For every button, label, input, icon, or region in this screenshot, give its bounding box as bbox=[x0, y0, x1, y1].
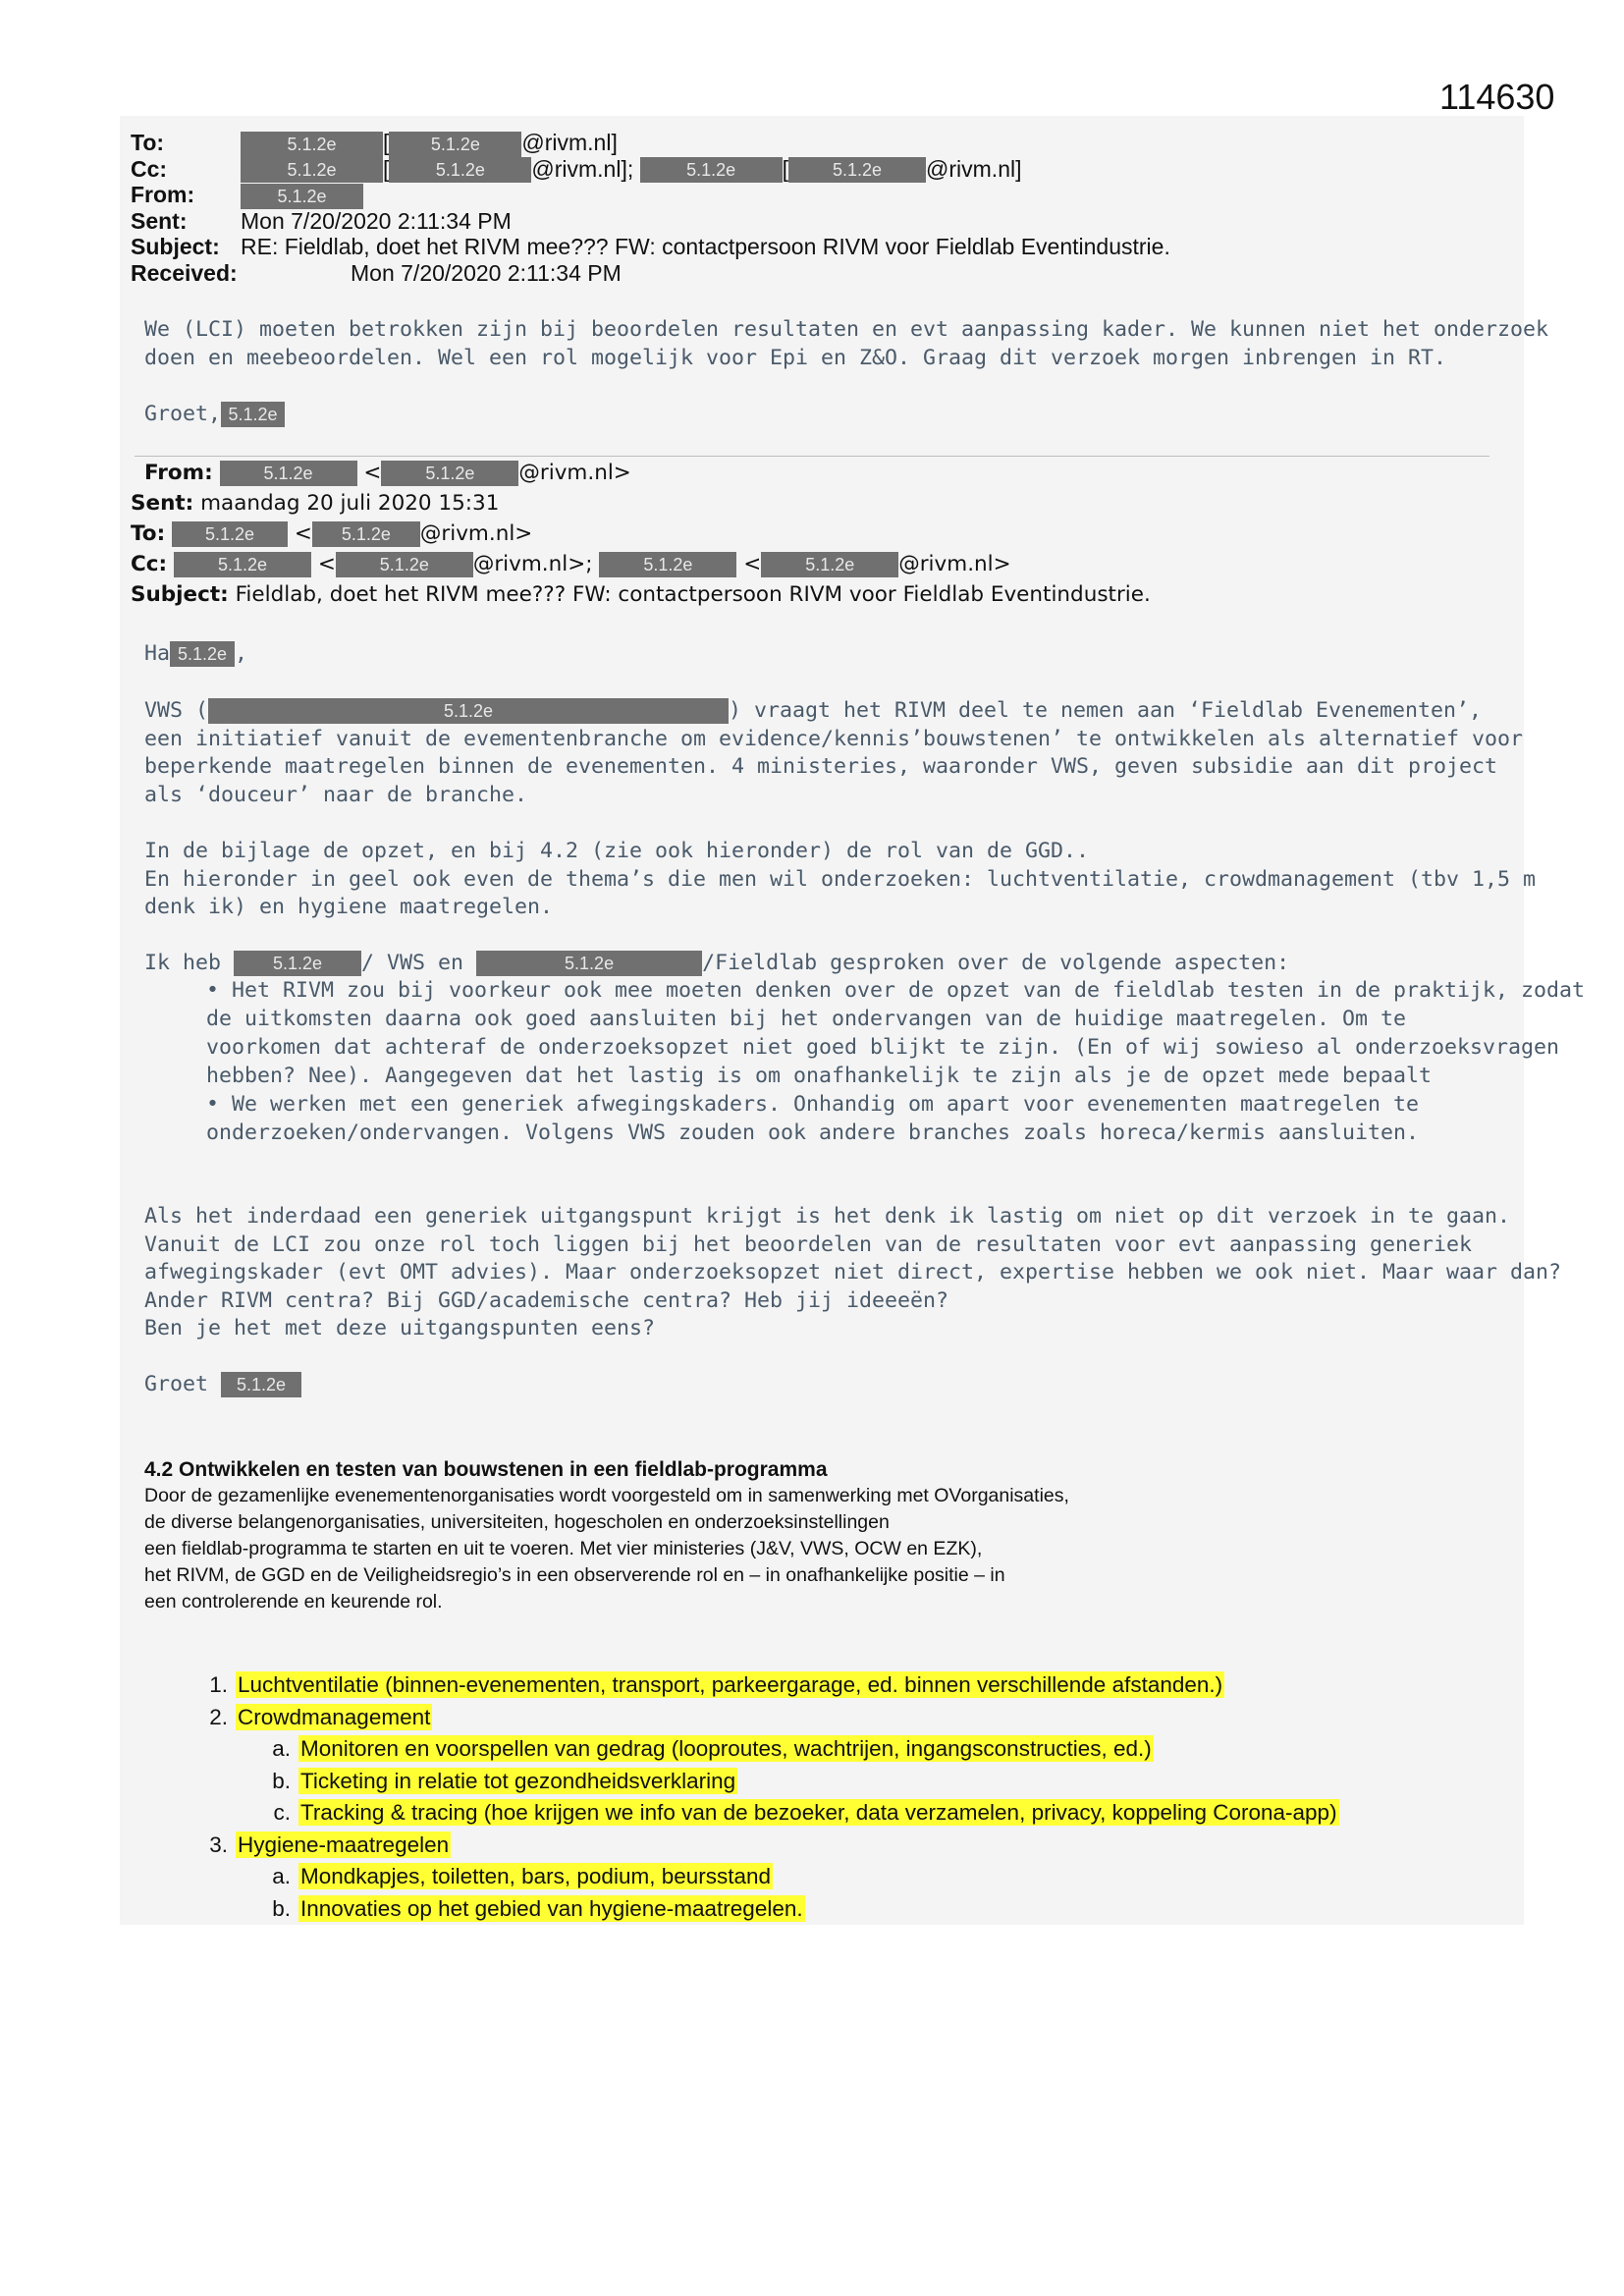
fwd-sent-value: maandag 20 juli 2020 15:31 bbox=[200, 491, 500, 516]
list-item-text: Monitoren en voorspellen van gedrag (looproutes, wachtrijen, ingangsconstructies, ed.) bbox=[300, 1736, 1152, 1761]
bullet-line: hebben? Nee). Aangegeven dat het lastig is om onafhankelijk te zijn als je de opzet mede bepaalt bbox=[206, 1064, 1433, 1088]
list-item-text: Mondkapjes, toiletten, bars, podium, beursstand bbox=[300, 1864, 772, 1888]
bullet-line: • Het RIVM zou bij voorkeur ook mee moeten denken over de opzet van de fieldlab testen in de praktijk, zodat bbox=[206, 978, 1586, 1003]
redaction: 5.1.2e bbox=[220, 461, 357, 486]
bullet-line: • We werken met een generiek afwegingskaders. Onhandig om apart voor evenementen maatregelen te bbox=[206, 1092, 1420, 1117]
received-label: Received: bbox=[131, 259, 238, 286]
document-number: 114630 bbox=[1439, 77, 1555, 117]
subject-value: RE: Fieldlab, doet het RIVM mee??? FW: contactpersoon RIVM voor Fieldlab Eventindustrie. bbox=[241, 234, 1170, 259]
bracket: [ bbox=[383, 130, 390, 155]
bullet-line: onderzoeken/ondervangen. Volgens VWS zouden ook andere branches zoals horeca/kermis aansluiten. bbox=[206, 1121, 1420, 1145]
received-value: Mon 7/20/2020 2:11:34 PM bbox=[351, 259, 622, 286]
list-item-number: b. bbox=[272, 1768, 291, 1793]
paragraph-1: VWS ( 5.1.2e ) vraagt het RIVM deel te nemen aan ‘Fieldlab Evenementen’, een initiatief vanuit de evementenbranche om evidence/kennis’bouwstenen’ te ontwikkelen als alternatief voor beperkende maatregelen binnen de evenementen. 4 ministeries, waaronder VWS, geven subsidie aan dit project als ‘douceur’ naar de branche. bbox=[144, 698, 1524, 807]
list-item-number: a. bbox=[272, 1864, 291, 1888]
list-item-text: Ticketing in relatie tot gezondheidsverklaring bbox=[300, 1768, 736, 1793]
redaction: 5.1.2e bbox=[599, 552, 736, 577]
bracket: [ bbox=[782, 155, 789, 182]
fwd-to-label: To: bbox=[131, 521, 166, 546]
closing-text: Groet bbox=[144, 1372, 209, 1396]
redaction: 5.1.2e bbox=[174, 552, 311, 577]
sent-label: Sent: bbox=[131, 207, 188, 234]
fwd-subject-label: Subject: bbox=[131, 582, 229, 607]
bullet-line: voorkomen dat achteraf de onderzoeksopzet niet goed blijkt te zijn. (En of wij sowieso al onderzoeksvragen bbox=[206, 1035, 1560, 1060]
redaction: 5.1.2e bbox=[788, 157, 926, 183]
reply-line: doen en meebeoordelen. Wel een rol mogelijk voor Epi en Z&O. Graag dit verzoek morgen inbrengen in RT. bbox=[144, 345, 1447, 370]
reply-body bbox=[144, 316, 1548, 372]
fwd-from-label: From: bbox=[144, 461, 213, 485]
fwd-sent-row bbox=[131, 488, 1151, 519]
fwd-to-row bbox=[131, 519, 1151, 549]
redaction: 5.1.2e bbox=[241, 157, 383, 183]
bullet-line: de uitkomsten daarna ook goed aansluiten bij het ondervangen van de huidige maatregelen. Om te bbox=[206, 1007, 1407, 1031]
reply-line: We (LCI) moeten betrokken zijn bij beoordelen resultaten en evt aanpassing kader. We kunnen niet het onderzoek bbox=[144, 317, 1549, 342]
bullet-list bbox=[206, 976, 1585, 1147]
section-4-2: 4.2 Ontwikkelen en testen van bouwstenen in een fieldlab-programma Door de gezamenlijke evenementenorganisaties wordt voorgesteld om in samenwerking met OVorganisaties, de diverse belangenorganisaties, universiteiten, hogescholen en onderzoeksinstellingen een fieldlab-programma te starten en uit te voeren. Met vier ministeries (J&V, VWS, OCW en EZK), het RIVM, de GGD en de Veiligheidsregio’s in een observerende rol en – in onafhankelijke positie – in een controlerende en keurende rol. bbox=[144, 1458, 1069, 1613]
redaction: 5.1.2e bbox=[389, 157, 531, 183]
redaction: 5.1.2e bbox=[221, 402, 285, 427]
list-item-text: Hygiene-maatregelen bbox=[238, 1831, 450, 1857]
redaction: 5.1.2e bbox=[241, 132, 383, 157]
paragraph-2: In de bijlage de opzet, en bij 4.2 (zie ook hieronder) de rol van de GGD.. En hieronder in geel ook even de thema’s die men wil onderzoeken: luchtventilatie, crowdmanagement (tbv 1,5 m denk ik) en hygiene maatregelen. bbox=[144, 839, 1537, 919]
angle-bracket: < bbox=[317, 552, 336, 576]
fwd-cc-row bbox=[131, 549, 1151, 579]
fwd-from-suffix: @rivm.nl> bbox=[518, 461, 631, 485]
list-item-text: Crowdmanagement bbox=[238, 1704, 431, 1729]
list-item-text: Luchtventilatie (binnen-evenementen, transport, parkeergarage, ed. binnen verschillende afstanden.) bbox=[238, 1672, 1223, 1697]
closing bbox=[144, 1371, 301, 1399]
redaction: 5.1.2e bbox=[761, 552, 898, 577]
redaction: 5.1.2e bbox=[221, 1372, 301, 1397]
fwd-to-suffix: @rivm.nl> bbox=[419, 521, 533, 546]
fwd-cc-label: Cc: bbox=[131, 552, 168, 576]
bracket: [ bbox=[383, 155, 390, 182]
redaction: 5.1.2e bbox=[640, 157, 783, 183]
fwd-subject-row bbox=[131, 579, 1151, 610]
separator-line bbox=[135, 456, 1489, 457]
redaction: 5.1.2e bbox=[170, 641, 235, 667]
redaction: 5.1.2e bbox=[208, 698, 729, 724]
salutation: Ha 5.1.2e , bbox=[144, 641, 248, 666]
cc-address-suffix: @rivm.nl] bbox=[926, 155, 1022, 182]
fwd-cc-suffix: @rivm.nl> bbox=[898, 552, 1011, 576]
from-label: From: bbox=[131, 182, 195, 207]
redaction: 5.1.2e bbox=[241, 184, 363, 209]
list-item-text: Tracking & tracing (hoe krijgen we info van de bezoeker, data verzamelen, privacy, koppeling Corona-app) bbox=[300, 1800, 1337, 1825]
fwd-sent-label: Sent: bbox=[131, 491, 194, 516]
list-item-number: 3. bbox=[209, 1831, 228, 1857]
reply-greeting bbox=[144, 401, 285, 429]
list-item-number: a. bbox=[272, 1736, 291, 1761]
angle-bracket: < bbox=[743, 552, 762, 576]
angle-bracket: < bbox=[294, 521, 312, 546]
redaction: 5.1.2e bbox=[312, 521, 420, 547]
list-item-number: b. bbox=[272, 1895, 291, 1921]
sent-value: Mon 7/20/2020 2:11:34 PM bbox=[241, 207, 512, 234]
redaction: 5.1.2e bbox=[172, 521, 288, 547]
list-item-number: 1. bbox=[209, 1672, 228, 1697]
cc-address-suffix: @rivm.nl]; bbox=[531, 155, 634, 182]
section-heading: 4.2 Ontwikkelen en testen van bouwstenen in een fieldlab-programma bbox=[144, 1458, 828, 1481]
angle-bracket: < bbox=[363, 461, 382, 485]
greeting-text: Groet, bbox=[144, 402, 222, 426]
fwd-from-row bbox=[131, 458, 1151, 488]
redaction: 5.1.2e bbox=[389, 132, 521, 157]
list-item-text: Innovaties op het gebied van hygiene-maatregelen. bbox=[300, 1895, 803, 1921]
salutation-text: Ha bbox=[144, 641, 171, 666]
cc-label: Cc: bbox=[131, 155, 168, 182]
subject-label: Subject: bbox=[131, 234, 220, 259]
redaction: 5.1.2e bbox=[336, 552, 473, 577]
paragraph-4: Als het inderdaad een generiek uitgangspunt krijgt is het denk ik lastig om niet op dit verzoek in te gaan. Vanuit de LCI zou onze rol toch liggen bij het beoordelen van de resultaten voor evt aanpassing generiek afwegingskader (evt OMT advies). Maar onderzoeksopzet niet direct, expertise hebben we ook niet. Maar waar dan? Ander RIVM centra? Bij GGD/academische centra? Heb jij ideeeën? Ben je het met deze uitgangspunten eens? bbox=[144, 1204, 1562, 1340]
list-item-number: 2. bbox=[209, 1704, 228, 1729]
redaction: 5.1.2e bbox=[476, 951, 702, 976]
fwd-subject-value: Fieldlab, doet het RIVM mee??? FW: contactpersoon RIVM voor Fieldlab Eventindustrie. bbox=[235, 582, 1151, 607]
forwarded-header bbox=[131, 458, 1151, 610]
list-item-number: c. bbox=[273, 1800, 291, 1825]
paragraph-3: Ik heb 5.1.2e / VWS en 5.1.2e /Fieldlab gesproken over de volgende aspecten: bbox=[144, 951, 1290, 975]
redaction: 5.1.2e bbox=[381, 461, 518, 486]
redaction: 5.1.2e bbox=[234, 951, 361, 976]
to-address-suffix: @rivm.nl] bbox=[521, 130, 618, 155]
fwd-cc-suffix: @rivm.nl>; bbox=[472, 552, 593, 576]
to-label: To: bbox=[131, 130, 165, 155]
